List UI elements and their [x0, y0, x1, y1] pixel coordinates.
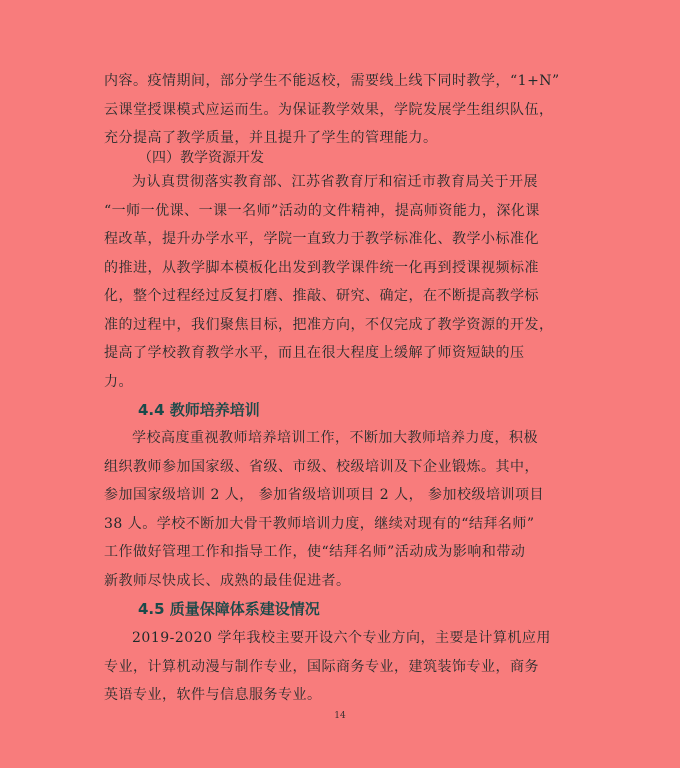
paragraph-line: 学校高度重视教师培养培训工作，不断加大教师培养力度，积极: [132, 430, 538, 446]
paragraph-line: 的推进，从教学脚本模板化出发到教学课件统一化再到授课视频标准: [104, 259, 539, 276]
paragraph-line: 新教师尽快成长、成熟的最佳促进者。: [104, 572, 351, 589]
section-heading-quality-assurance: 4.5 质量保障体系建设情况: [138, 600, 320, 618]
paragraph-line: 化，整个过程经过反复打磨、推敲、研究、确定，在不断提高教学标: [104, 288, 539, 304]
paragraph-line: 内容。疫情期间，部分学生不能返校，需要线上线下同时教学，“1+N”: [104, 73, 560, 89]
paragraph-line: 2019-2020 学年我校主要开设六个专业方向，主要是计算机应用: [132, 630, 551, 646]
subheading-teaching-resources: （四）教学资源开发: [138, 150, 264, 166]
paragraph-distance-teaching: [104, 67, 578, 153]
paragraph-line: 工作做好管理工作和指导工作，使“结拜名师”活动成为影响和带动: [104, 544, 526, 560]
paragraph-quality-assurance: [104, 624, 578, 710]
paragraph-line: 组织教师参加国家级、省级、市级、校级培训及下企业锻炼。其中，: [104, 458, 539, 475]
paragraph-teaching-resources: [104, 168, 578, 396]
paragraph-line: 提高了学校教育教学水平，而且在很大程度上缓解了师资短缺的压: [104, 345, 525, 361]
paragraph-line: 参加国家级培训 2 人， 参加省级培训项目 2 人， 参加校级培训项目: [104, 487, 545, 503]
paragraph-line: 力。: [104, 373, 133, 390]
paragraph-line: 为认真贯彻落实教育部、江苏省教育厅和宿迁市教育局关于开展: [132, 174, 538, 190]
section-heading-teacher-training: 4.4 教师培养培训: [138, 401, 260, 419]
page-number: 14: [334, 711, 346, 721]
paragraph-teacher-training: [104, 424, 578, 595]
paragraph-line: 准的过程中，我们聚焦目标，把准方向，不仅完成了教学资源的开发，: [104, 316, 554, 333]
paragraph-line: 充分提高了教学质量，并且提升了学生的管理能力。: [104, 130, 438, 146]
paragraph-line: 38 人。学校不断加大骨干教师培训力度，继续对现有的“结拜名师”: [104, 515, 535, 532]
paragraph-line: 英语专业，软件与信息服务专业。: [104, 687, 322, 703]
paragraph-line: 专业，计算机动漫与制作专业，国际商务专业，建筑装饰专业，商务: [104, 658, 539, 675]
paragraph-line: “一师一优课、一课一名师”活动的文件精神，提高师资能力，深化课: [104, 202, 540, 219]
paragraph-line: 云课堂授课模式应运而生。为保证教学效果，学院发展学生组织队伍，: [104, 101, 554, 118]
paragraph-line: 程改革，提升办学水平，学院一直致力于教学标准化、教学小标准化: [104, 231, 539, 247]
